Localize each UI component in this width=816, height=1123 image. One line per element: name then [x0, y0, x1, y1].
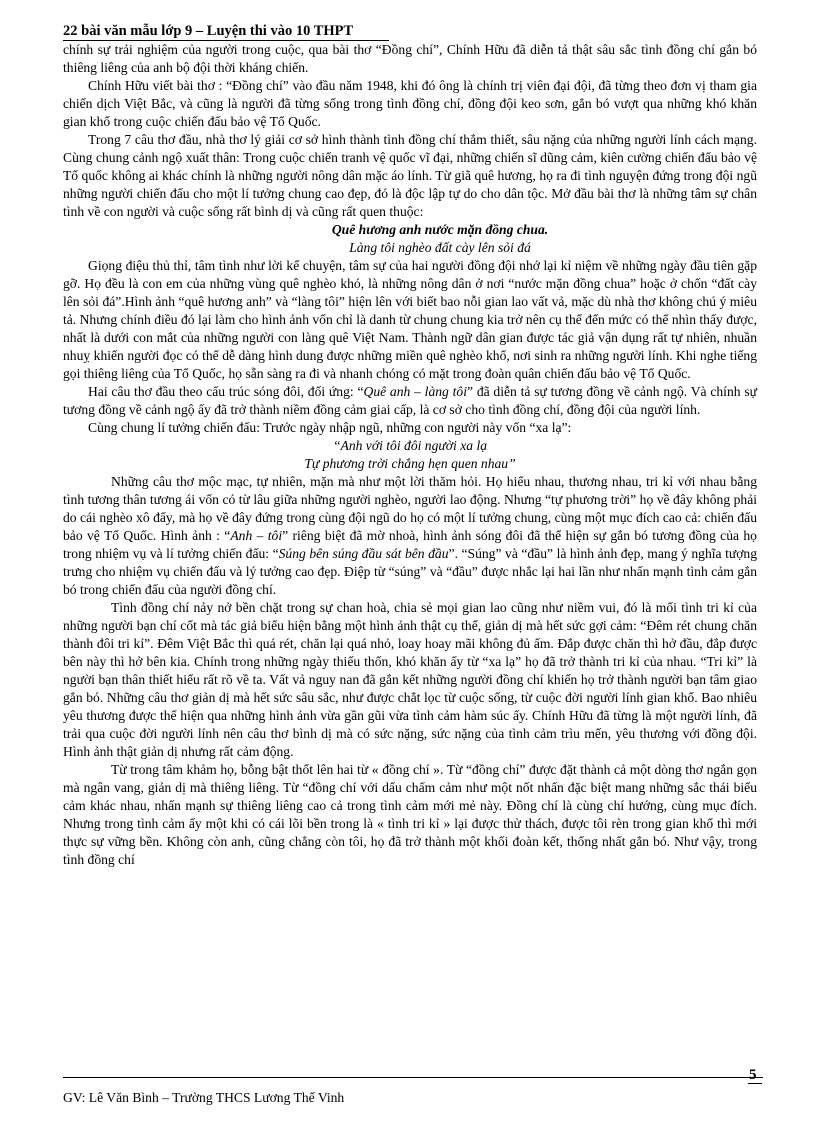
paragraph-3: Trong 7 câu thơ đầu, nhà thơ lý giải cơ sở hình thành tình đồng chí thắm thiết, sâu nặng của những người lính cách mạng. Cùng chung cảnh ngộ xuất thân: Trong cuộc chiến tranh vệ quốc vĩ đại, những chiến sĩ dũng cảm, kiên cường chiến đấu bảo vệ Tổ quốc không ai khác chính là những người nông dân mặc áo lính. Từ giã quê hương, họ ra đi tình nguyện đứng trong đội ngũ những người chiến đấu cho một lí tưởng chung cao đẹp, đó là độc lập tự do cho dân tộc. Mở đầu bài thơ là những tâm sự chân tình về con người và cuộc sống rất bình dị và cũng rất quen thuộc: — [63, 132, 757, 219]
paragraph-7-text-c: ”. “Súng” và “đầu” là hình ảnh đẹp, mang ý nghĩa tượng trưng cho nhiệm vụ chiến đấu và lý tưởng cao đẹp. Điệp từ “súng” và “đầu” được nhắc lại hai lần như nhấn mạnh tình cảm gắn bó trong chiến đấu của người đồng chí. — [63, 546, 757, 597]
paragraph-5-text-b: ” đã diễn tả sự tương đồng về cảnh ngộ. Và chính sự tương đồng về cảnh ngộ ấy đã trở thành niềm đồng cảm giai cấp, là cơ sở cho tình đồng chí, đồng đội của người lính. — [63, 384, 757, 417]
footer-author: GV: Lê Văn Bình – Trường THCS Lương Thế Vinh — [63, 1090, 345, 1105]
poem-line-1: Quê hương anh nước mặn đồng chua. — [331, 222, 549, 237]
paragraph-5-text-a: Hai câu thơ đầu theo cấu trúc sóng đôi, đối ứng: “ — [88, 384, 364, 399]
footer-divider — [63, 1077, 763, 1078]
paragraph-9: Từ trong tâm khảm họ, bỗng bật thốt lên hai từ « đồng chí ». Từ “đồng chí” được đặt thành cả một dòng thơ ngắn gọn mà ngân vang, giản dị mà thiêng liêng. Từ “đồng chí với dấu chấm cảm như một nốt nhấn đặc biệt mang những sắc thái biểu cảm khác nhau, nhấn mạnh sự thiêng liêng cao cả trong tình cảm mới mẻ này. Đồng chí là cùng chí hướng, cùng mục đích. Nhưng trong tình cảm ấy một khi có cái lõi bền trong là « tình tri kỉ » lại được thử thách, được tôi rèn trong gian khổ thì mới thực sự vững bền. Không còn anh, cũng chẳng còn tôi, họ đã trở thành một khối đoàn kết, thống nhất gắn bó. Như vậy, trong tình đồng chí — [63, 762, 757, 867]
paragraph-7 — [63, 473, 757, 599]
paragraph-8: Tình đồng chí nảy nở bền chặt trong sự chan hoà, chia sẻ mọi gian lao cũng như niềm vui, đó là mối tình tri kỉ của những người bạn chí cốt mà tác giả biểu hiện bằng một hình ảnh thật cụ thể, giản dị mà hết sức gợi cảm: “Đêm rét chung chăn thành đôi tri kỉ”. Đêm Việt Bắc thì quá rét, chăn lại quá nhỏ, loay hoay mãi không đủ ấm. Đắp được chăn thì hở đầu, đắp được bên này thì hở bên kia. Chính trong những ngày thiếu thốn, khó khăn ấy từ “xa lạ” họ đã trở thành tri kỉ của nhau. “Tri kỉ” là người bạn thân thiết hiểu rất rõ về ta. Vất vả nguy nan đã gắn kết những người đồng chí khiến họ trở thành người bạn tâm giao gắn bó. Những câu thơ giản dị mà hết sức sâu sắc, như được chắt lọc từ cuộc sống, từ cuộc đời người lính gian khổ. Bao nhiêu yêu thương được thể hiện qua những hình ảnh vừa gần gũi vừa tình cảm hàm súc ấy. Chính Hữu đã từng là một người lính, đã trải qua cuộc đời người lính nên câu thơ bình dị mà có sức nặng, sức nặng của tình cảm trìu mến, yêu thương với đồng đội. Hình ảnh thật giản dị nhưng rất cảm động. — [63, 600, 757, 759]
poem-line-2: Làng tôi nghèo đất cày lên sỏi đá — [349, 240, 531, 255]
document-body — [63, 41, 757, 869]
poem-line-4: Tự phương trời chẳng hẹn quen nhau” — [304, 456, 516, 471]
document-header: 22 bài văn mẫu lớp 9 – Luyện thi vào 10 THPT — [63, 23, 354, 39]
page-number: 5 — [749, 1067, 757, 1083]
paragraph-7-emphasis-2: Súng bên súng đầu sát bên đầu — [278, 546, 449, 561]
paragraph-2: Chính Hữu viết bài thơ : “Đồng chí” vào đầu năm 1948, khi đó ông là chính trị viên đại đội, đã từng theo đơn vị tham gia chiến dịch Việt Bắc, và cũng là người đã từng sống trong tình đồng chí, đồng đội keo sơn, gắn bó vượt qua những khó khăn gian khổ trong cuộc chiến đấu bảo vệ Tổ Quốc. — [63, 78, 757, 129]
paragraph-5-emphasis: Quê anh – làng tôi — [363, 384, 467, 399]
paragraph-7-emphasis-1: Anh – tôi — [230, 528, 283, 543]
paragraph-6: Cùng chung lí tưởng chiến đấu: Trước ngày nhập ngũ, những con người này vốn “xa lạ”: — [88, 420, 572, 435]
paragraph-4: Giọng điệu thủ thỉ, tâm tình như lời kể chuyện, tâm sự của hai người đồng đội nhớ lại kỉ niệm về những ngày đầu tiên gặp gỡ. Họ đều là con em của những vùng quê nghèo khó, là những nông dân ở nơi “nước mặn đồng chua” hoặc ở chốn “đất cày lên sỏi đá”.Hình ảnh “quê hương anh” và “làng tôi” hiện lên với biết bao nỗi gian lao vất vả, mặc dù nhà thơ không chú ý miêu tả. Nhưng chính điều đó lại làm cho hình ảnh vốn chỉ là danh từ chung chung kia trở nên cụ thể đến mức có thể nhìn thấy được, nhất là dưới con mắt của những người con làng quê Việt Nam. Thành ngữ dân gian được tác giả vận dụng rất tự nhiên, nhuần nhuỵ khiến người đọc có thể dễ dàng hình dung được những miền quê nghèo khổ, nơi sinh ra những người lính. Khi nghe tiếng gọi thiêng liêng của Tổ Quốc, họ sẵn sàng ra đi và nhanh chóng có mặt trong đoàn quân chiến đấu bảo vệ Tổ Quốc. — [63, 258, 757, 381]
page-number-underline — [748, 1083, 762, 1084]
paragraph-5 — [63, 383, 757, 419]
paragraph-1: chính sự trải nghiệm của người trong cuộc, qua bài thơ “Đồng chí”, Chính Hữu đã diễn tả thật sâu sắc tình đồng chí gắn bó thiêng liêng của anh bộ đội thời kháng chiến. — [63, 42, 757, 75]
poem-line-3: “Anh với tôi đôi người xa lạ — [332, 438, 488, 453]
paragraph-7-text-a: Những câu thơ mộc mạc, tự nhiên, mặn mà như một lời thăm hỏi. Họ hiểu nhau, thương nhau, tri kỉ với nhau bằng tình tương thân tương ái vốn có từ lâu giữa những người nghèo, người lao động. Nhưng “tự phương trời” họ về đây không phải do cái nghèo xô đẩy, mà họ về đây đứng trong cùng đội ngũ do họ có một lí tưởng chung, cùng một mục đích cao cả: chiến đấu bảo vệ Tổ Quốc. Hình ảnh : “ — [63, 474, 757, 543]
paragraph-7-text-b: ” riêng biệt đã mờ nhoà, hình ảnh sóng đôi đã thể hiện sự gắn bó tương đồng của họ trong nhiệm vụ và lí tưởng chiến đấu: “ — [63, 528, 757, 561]
